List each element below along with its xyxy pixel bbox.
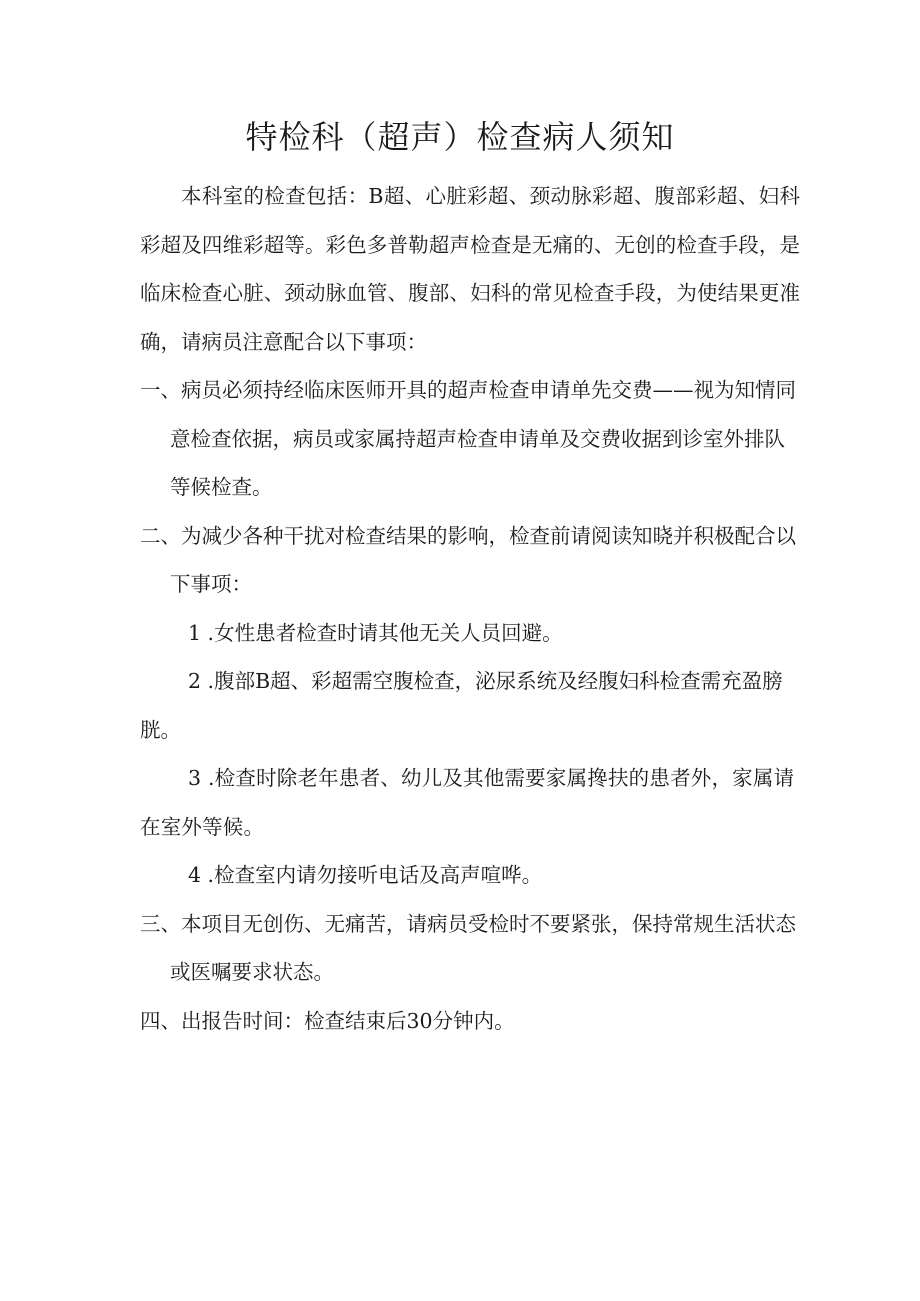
section-three: 三、本项目无创伤、无痛苦，请病员受检时不要紧张，保持常规生活状态或医嘱要求状态。 (140, 911, 796, 984)
list-item-4: 4 .检查室内请勿接听电话及高声喧哗。 (188, 863, 543, 887)
list-item-2: 2 .腹部B超、彩超需空腹检查，泌尿系统及经腹妇科检查需充盈膀胱。 (140, 669, 783, 742)
section-four: 四、出报告时间：检查结束后30分钟内。 (140, 1008, 515, 1033)
list-item-3: 3 .检查时除老年患者、幼儿及其他需要家属搀扶的患者外，家属请在室外等候。 (140, 766, 795, 839)
document-title: 特检科（超声）检查病人须知 (245, 118, 675, 156)
list-item-1: 1 .女性患者检查时请其他无关人员回避。 (188, 620, 563, 645)
intro-paragraph: 本科室的检查包括：B超、心脏彩超、颈动脉彩超、腹部彩超、妇科彩超及四维彩超等。彩色多普勒超声检查是无痛的、无创的检查手段，是临床检查心脏、颈动脉血管、腹部、妇科的常见检查手段，为使结果更准确，请病员注意配合以下事项： (140, 184, 800, 354)
section-one: 一、病员必须持经临床医师开具的超声检查申请单先交费——视为知情同意检查依据，病员或家属持超声检查申请单及交费收据到诊室外排队等候检查。 (140, 378, 796, 499)
section-two: 二、为减少各种干扰对检查结果的影响，检查前请阅读知晓并积极配合以下事项： (140, 523, 796, 596)
document-body (140, 172, 800, 1045)
